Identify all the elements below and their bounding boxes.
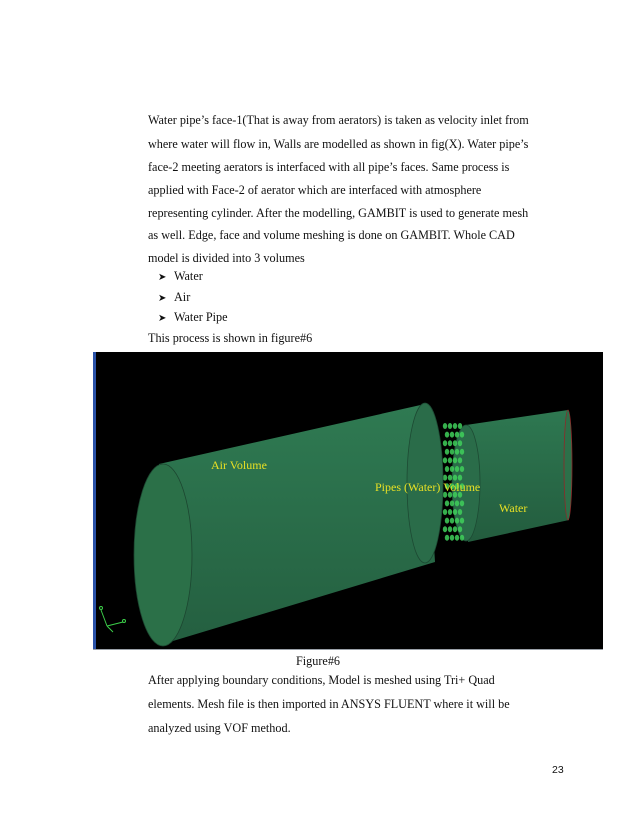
mesh-dot: [450, 535, 454, 541]
mesh-dot: [460, 449, 464, 455]
gambit-model-figure: [93, 352, 603, 650]
mesh-dot: [445, 432, 449, 438]
mesh-dot: [455, 500, 459, 506]
mesh-dot: [455, 432, 459, 438]
mesh-dot: [443, 526, 447, 532]
bullet-label: Air: [174, 290, 191, 304]
mesh-dot: [458, 526, 462, 532]
paragraph1-line-4: applied with Face-2 of aerator which are interfaced with atmosphere: [148, 183, 482, 197]
bullet-item: [158, 269, 203, 285]
mesh-dot: [448, 457, 452, 463]
mesh-dot: [450, 518, 454, 524]
paragraph1-line-5: representing cylinder. After the modelling, GAMBIT is used to generate mesh: [148, 206, 529, 220]
mesh-dot: [450, 432, 454, 438]
mesh-dot: [448, 526, 452, 532]
mesh-dot: [450, 466, 454, 472]
mesh-dot: [450, 449, 454, 455]
paragraph1-line-6: as well. Edge, face and volume meshing is done on GAMBIT. Whole CAD: [148, 228, 515, 242]
mesh-dot: [450, 500, 454, 506]
bullet-item: [158, 290, 190, 306]
mesh-dot: [448, 509, 452, 515]
page-number: 23: [552, 764, 564, 776]
arrow-bullet-icon: ➤: [158, 272, 167, 283]
mesh-dot: [455, 518, 459, 524]
bullet-item: [158, 310, 228, 326]
bullet-label: Water: [174, 269, 203, 283]
paragraph1-line-2: where water will flow in, Walls are modelled as shown in fig(X). Water pipe’s: [148, 137, 529, 151]
mesh-dot: [460, 518, 464, 524]
toolbar-strip: [93, 352, 96, 650]
arrow-bullet-icon: ➤: [158, 293, 167, 304]
bullet-label: Water Pipe: [174, 310, 228, 324]
mesh-dot: [445, 535, 449, 541]
mesh-dot: [460, 466, 464, 472]
mesh-dot: [443, 457, 447, 463]
mesh-dot: [453, 526, 457, 532]
mesh-dot: [448, 423, 452, 429]
mesh-dot: [443, 509, 447, 515]
water-cylinder: [452, 410, 572, 542]
mesh-dot: [460, 432, 464, 438]
label-water: Water: [499, 501, 528, 515]
mesh-dot: [445, 500, 449, 506]
mesh-dot: [455, 466, 459, 472]
paragraph1-line-7: model is divided into 3 volumes: [148, 251, 305, 265]
paragraph1-line-1: Water pipe’s face-1(That is away from aerators) is taken as velocity inlet from: [148, 113, 529, 127]
mesh-dot: [458, 440, 462, 446]
mesh-dot: [443, 423, 447, 429]
mesh-dot: [458, 457, 462, 463]
mesh-dot: [443, 440, 447, 446]
mesh-dot: [445, 518, 449, 524]
figure-caption: Figure#6: [296, 654, 341, 668]
mesh-dot: [453, 423, 457, 429]
mesh-dot: [458, 423, 462, 429]
mesh-dot: [458, 509, 462, 515]
paragraph2-line-2: elements. Mesh file is then imported in ANSYS FLUENT where it will be: [148, 697, 510, 711]
mesh-dot: [460, 535, 464, 541]
figure-intro-line: This process is shown in figure#6: [148, 331, 313, 345]
paragraph1-line-3: face-2 meeting aerators is interfaced with all pipe’s faces. Same process is: [148, 160, 510, 174]
paragraph2-line-1: After applying boundary conditions, Model is meshed using Tri+ Quad: [148, 673, 495, 687]
mesh-dot: [460, 500, 464, 506]
mesh-dot: [445, 449, 449, 455]
mesh-dot: [453, 457, 457, 463]
mesh-dot: [453, 440, 457, 446]
label-air-volume: Air Volume: [211, 458, 267, 472]
mesh-dot: [455, 449, 459, 455]
paragraph2-line-3: analyzed using VOF method.: [148, 721, 291, 735]
mesh-dot: [453, 509, 457, 515]
arrow-bullet-icon: ➤: [158, 313, 167, 324]
mesh-dot: [445, 466, 449, 472]
label-pipes-volume: Pipes (Water) Volume: [375, 480, 481, 494]
mesh-dot: [455, 535, 459, 541]
mesh-dot: [448, 440, 452, 446]
